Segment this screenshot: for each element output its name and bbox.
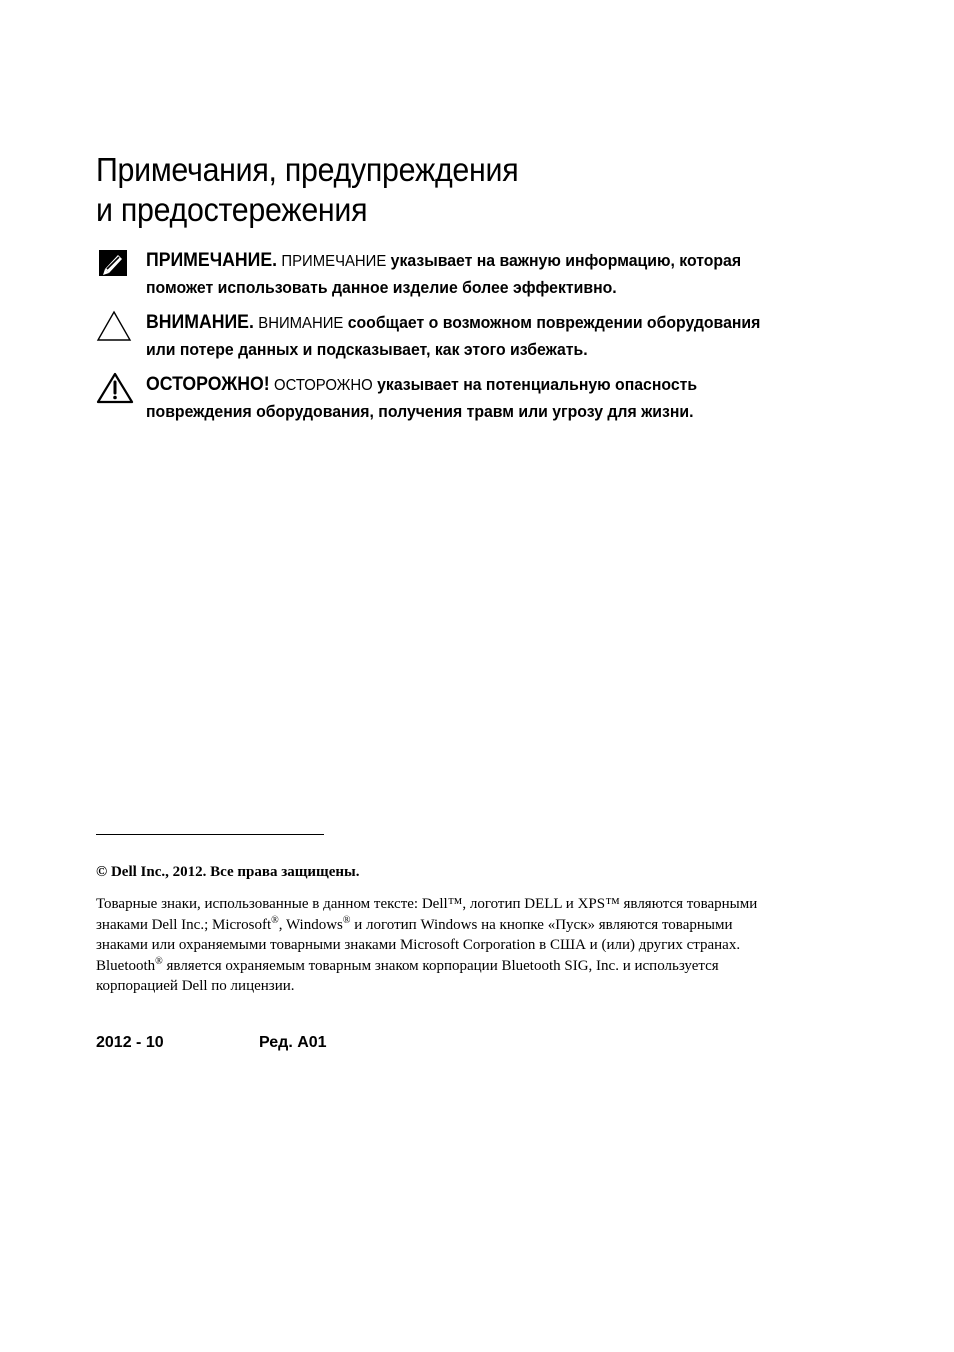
warning-label: ОСТОРОЖНО! (146, 374, 270, 395)
caution-triangle-icon (96, 310, 132, 346)
note-text (146, 248, 853, 301)
trademarks-line-2-part-c: и логотип Windows на кнопке «Пуск» являются товарными (350, 916, 733, 933)
registered-mark: ® (342, 914, 351, 926)
trademarks-line-5: корпорацией Dell по лицензии. (96, 978, 295, 994)
page-title (96, 150, 518, 230)
trademarks-line-1: Товарные знаки, использованные в данном тексте: Dell™, логотип DELL и XPS™ являются товарными (96, 896, 758, 912)
note-label-repeat: ПРИМЕЧАНИЕ (281, 253, 387, 270)
trademarks-line-2-part-a: знаками Dell Inc.; Microsoft (96, 916, 272, 933)
trademarks-line-3: знаками или охраняемыми товарными знаками Microsoft Corporation в США и (или) других странах. (96, 937, 741, 953)
caution-line-2: или потере данных и подсказывает, как этого избежать. (146, 340, 588, 359)
warning-line-1: указывает на потенциальную опасность (377, 375, 698, 394)
page-title-line-1: Примечания, предупреждения (96, 151, 519, 188)
note-label: ПРИМЕЧАНИЕ. (146, 250, 278, 271)
registered-mark: ® (155, 955, 163, 967)
warning-text (146, 372, 853, 425)
note-line-2: поможет использовать данное изделие более эффективно. (146, 278, 617, 297)
trademarks-line-2 (96, 915, 836, 936)
footer-divider (96, 834, 324, 835)
copyright-notice: © Dell Inc., 2012. Все права защищены. (96, 864, 360, 880)
trademarks-line-2-part-b: , Windows (278, 916, 343, 933)
revision-date: 2012 - 10 (96, 1034, 164, 1051)
note-line-1: указывает на важную информацию, которая (390, 251, 742, 270)
caution-label-repeat: ВНИМАНИЕ (258, 315, 344, 332)
warning-exclamation-icon (96, 372, 132, 408)
caution-line-1: сообщает о возможном повреждении оборудования (347, 313, 761, 332)
page-title-line-2: и предостережения (96, 191, 368, 228)
trademarks-paragraph (96, 894, 836, 997)
registered-mark: ® (271, 914, 279, 926)
note-pencil-icon (96, 248, 132, 284)
warning-line-2: повреждения оборудования, получения травм или угрозу для жизни. (146, 402, 694, 421)
revision-info (96, 1032, 327, 1054)
caution-label: ВНИМАНИЕ. (146, 312, 254, 333)
trademarks-line-4-part-a: Bluetooth (96, 957, 156, 974)
revision-number: Ред. A01 (259, 1034, 327, 1051)
warning-label-repeat: ОСТОРОЖНО (273, 377, 373, 394)
caution-text (146, 310, 853, 363)
trademarks-line-4-part-b: является охраняемым товарным знаком корпорации Bluetooth SIG, Inc. и используется (162, 957, 719, 974)
trademarks-line-4 (96, 956, 836, 977)
